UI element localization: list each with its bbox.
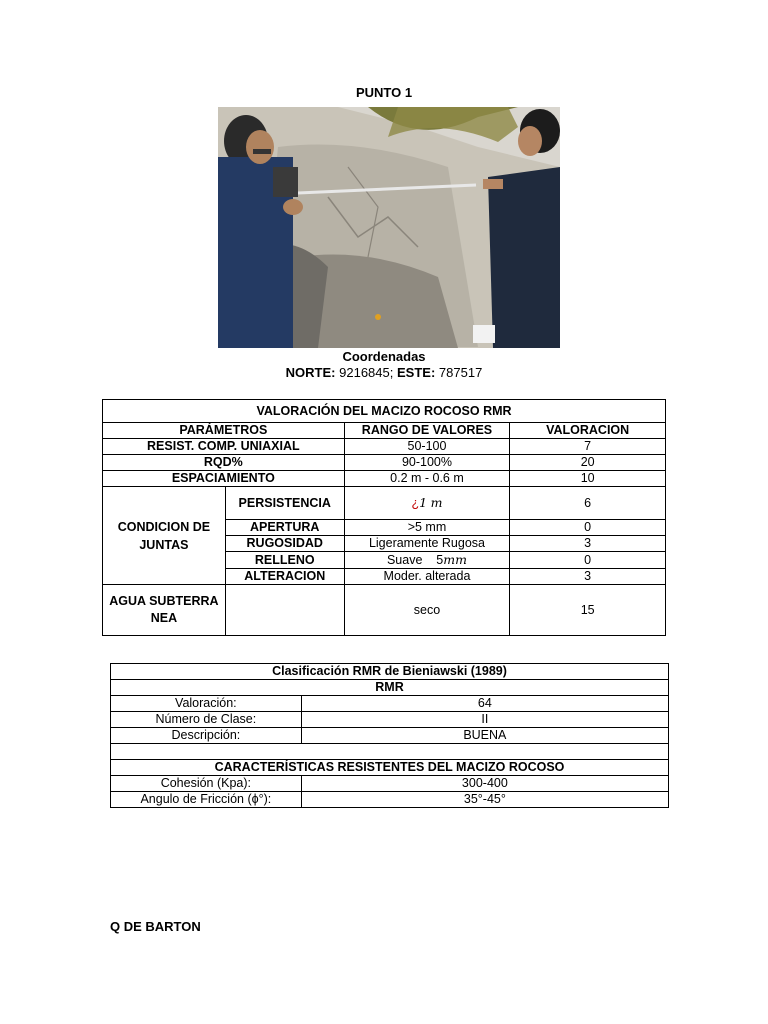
field-photo xyxy=(218,107,560,348)
value-cell: 6 xyxy=(510,487,666,520)
relleno-unit: mm xyxy=(443,552,467,567)
water-label: AGUA SUBTERRANEA xyxy=(103,585,226,636)
header-rango: RANGO DE VALORES xyxy=(344,423,510,439)
row-label: Número de Clase: xyxy=(111,712,302,728)
relleno-text: Suave 5 xyxy=(386,553,444,567)
property-label: Angulo de Fricción (ϕ°): xyxy=(111,792,302,808)
value-cell: 10 xyxy=(510,471,666,487)
param-cell: PERSISTENCIA xyxy=(225,487,344,520)
value-cell: 0 xyxy=(510,552,666,569)
row-label: Descripción: xyxy=(111,728,302,744)
property-value: 35°-45° xyxy=(301,792,668,808)
row-value: 64 xyxy=(301,696,668,712)
joints-label: CONDICION DE JUNTAS xyxy=(103,487,226,585)
value-cell: 7 xyxy=(510,439,666,455)
range-cell: >5 mm xyxy=(344,520,510,536)
page-title: PUNTO 1 xyxy=(355,85,413,100)
range-cell: 50-100 xyxy=(344,439,510,455)
range-cell: 90-100% xyxy=(344,455,510,471)
param-cell: RUGOSIDAD xyxy=(225,536,344,552)
persistence-symbol: ¿ xyxy=(411,496,420,510)
classification-title: Clasificación RMR de Bieniawski (1989) xyxy=(111,664,669,680)
section-title: CARACTERÍSTICAS RESISTENTES DEL MACIZO ROCOSO xyxy=(111,760,669,776)
param-cell: RELLENO xyxy=(225,552,344,569)
range-cell: 0.2 m - 0.6 m xyxy=(344,471,510,487)
value-cell: 20 xyxy=(510,455,666,471)
row-value: II xyxy=(301,712,668,728)
empty-cell xyxy=(225,585,344,636)
este-value: 787517 xyxy=(438,365,483,380)
rmr-valuation-table xyxy=(102,399,666,636)
range-cell: Ligeramente Rugosa xyxy=(344,536,510,552)
norte-value: 9216845; xyxy=(339,365,394,380)
range-cell xyxy=(344,487,510,520)
este-label: ESTE: xyxy=(397,365,436,380)
param-cell: RESIST. COMP. UNIAXIAL xyxy=(103,439,345,455)
persistence-unit: m xyxy=(430,495,443,510)
spacer-row xyxy=(111,744,669,760)
range-cell: seco xyxy=(344,585,510,636)
rmr-table-title: VALORACIÓN DEL MACIZO ROCOSO RMR xyxy=(103,400,666,423)
value-cell: 15 xyxy=(510,585,666,636)
coordinates-values xyxy=(0,365,768,380)
param-cell: ESPACIAMIENTO xyxy=(103,471,345,487)
value-cell: 3 xyxy=(510,536,666,552)
property-value: 300-400 xyxy=(301,776,668,792)
value-cell: 0 xyxy=(510,520,666,536)
persistence-number: 1 xyxy=(419,495,428,510)
next-section-heading: Q DE BARTON xyxy=(110,919,201,934)
row-value: BUENA xyxy=(301,728,668,744)
norte-label: NORTE: xyxy=(285,365,336,380)
range-cell xyxy=(344,552,510,569)
coordinates-label: Coordenadas xyxy=(342,349,426,364)
range-cell: Moder. alterada xyxy=(344,569,510,585)
row-label: Valoración: xyxy=(111,696,302,712)
param-cell: ALTERACION xyxy=(225,569,344,585)
classification-subtitle: RMR xyxy=(111,680,669,696)
property-label: Cohesión (Kpa): xyxy=(111,776,302,792)
rmr-classification-table xyxy=(110,663,669,808)
param-cell: RQD% xyxy=(103,455,345,471)
header-valoracion: VALORACION xyxy=(510,423,666,439)
header-parametros: PARÁMETROS xyxy=(103,423,345,439)
param-cell: APERTURA xyxy=(225,520,344,536)
value-cell: 3 xyxy=(510,569,666,585)
